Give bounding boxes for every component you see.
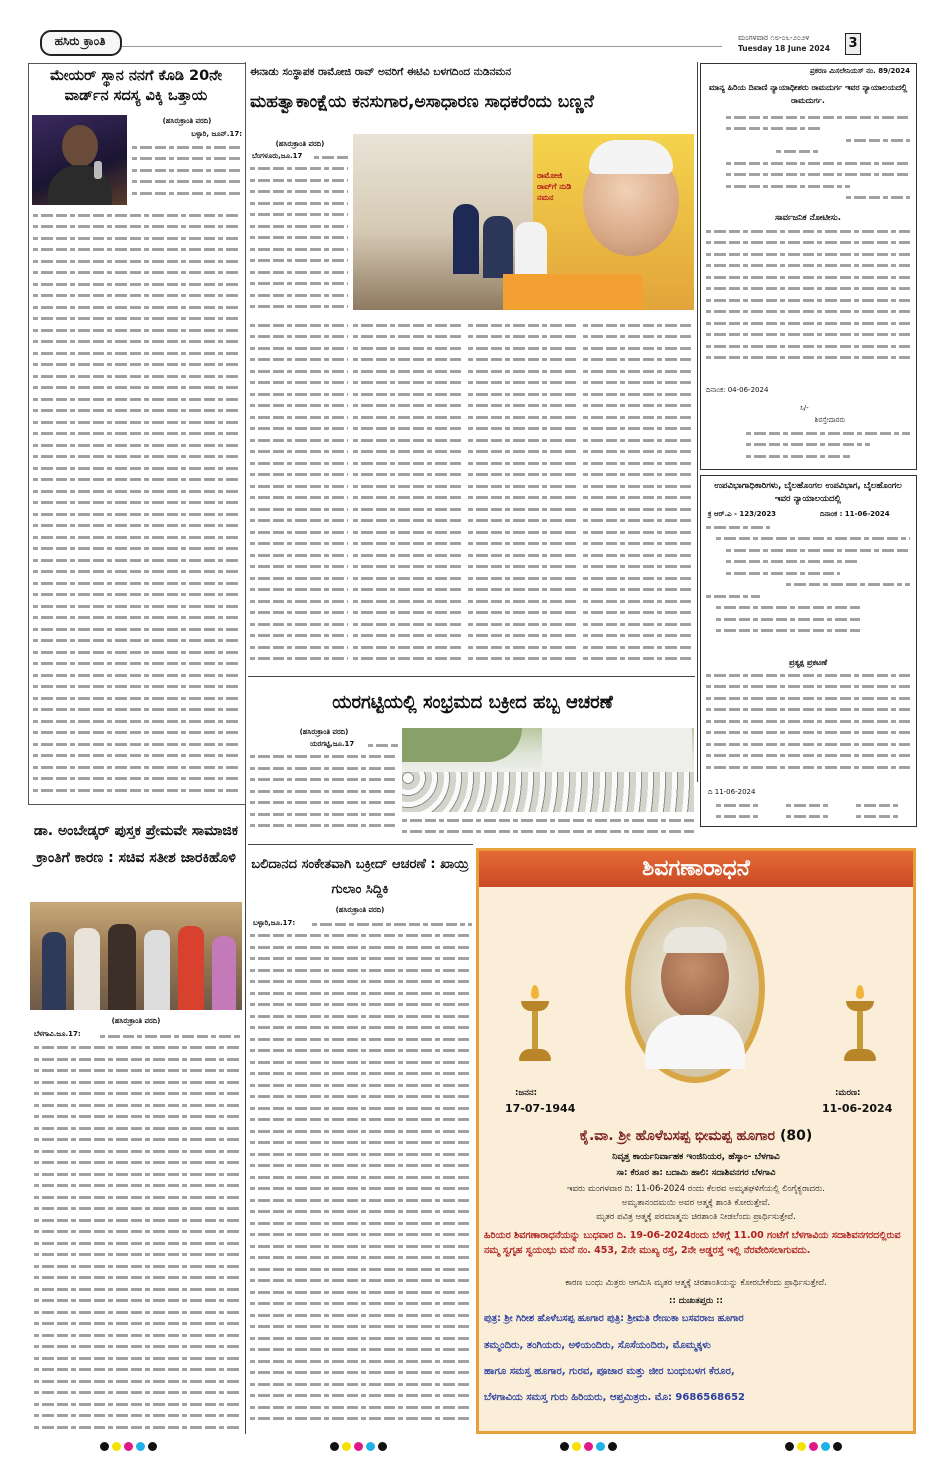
- notice1-title: ಸಾರ್ವಜನಿಕ ನೋಟೀಸು.: [775, 213, 841, 223]
- section-divider: [248, 676, 695, 677]
- obit-para1: ಇವರು ಮಂಗಳವಾರ ದಿ: 11-06-2024 ರಂದು ಕೆಲರವ ಅಮೃತಘಳಿಗೆಯಲ್ಲಿ ಲಿಂಗೈಕ್ಯರಾದರು.: [567, 1184, 825, 1194]
- mayor-body-cont: [33, 210, 241, 800]
- notice2-court: ಉಪವಿಭಾಗಾಧಿಕಾರಿಗಳು, ಬೈಲಹೊಂಗಲ ಉಪವಿಭಾಗ, ಬೈಲಹೊಂಗಲ ಇವರ ನ್ಯಾಯಾಲಯದಲ್ಲಿ: [714, 481, 902, 504]
- tree: [402, 728, 522, 762]
- ramoji-headline: ಮಹತ್ವಾಕಾಂಕ್ಷೆಯ ಕನಸುಗಾರ,ಅಸಾಧಾರಣ ಸಾಧಕರೆಂದು ಬಣ್ಣನೆ: [250, 92, 594, 112]
- mayor-place: ಬಳ್ಳಾರಿ, ಜೂನ್.17:: [191, 130, 242, 138]
- person-figure: [42, 932, 66, 1010]
- ramoji-kicker: ಈನಾಡು ಸಂಸ್ಥಾಪಕ ರಾಮೋಜಿ ರಾವ್ ಅವರಿಗೆ ಈಟಿವಿ ಬಳಗದಿಂದ ನುಡಿನಮನ: [250, 66, 512, 78]
- section-divider: [248, 844, 473, 845]
- ambedkar-place: ಬೆಳಗಾವಿ.ಜೂ.17:: [34, 1030, 81, 1038]
- obit-name: [480, 1128, 912, 1144]
- oil-lamp-icon: [840, 985, 880, 1065]
- notice2-parties: [706, 522, 910, 642]
- microphone-icon: [94, 161, 102, 179]
- obit-age: (80): [779, 1128, 813, 1144]
- masthead-date-kn: ಮಂಗಳವಾರ ೧೮-೦೬-೨೦೨೪: [738, 33, 810, 42]
- siddiqui-headline: ಬಲಿದಾನದ ಸಂಕೇತವಾಗಿ ಬಕ್ರೀದ್ ಆಚರಣೆ : ಖಾಯ್ರಿ ಗುಲಾಂ ಸಿದ್ದಿಕಿ: [251, 857, 469, 897]
- portrait-hair: [663, 927, 727, 953]
- paper-name: ಹಸಿರು ಕ್ರಾಂತಿ: [54, 34, 106, 48]
- registration-marks: [785, 1442, 842, 1451]
- ramoji-body-col1: [250, 152, 348, 322]
- yaragatti-place: ಯರಗಟ್ಟಿ,ಜೂ.17: [310, 740, 355, 748]
- person-body-icon: [48, 165, 112, 205]
- notice1-text: [706, 226, 910, 366]
- person-figure: [483, 216, 513, 278]
- notice1-court: ಮಾನ್ಯ ಹಿರಿಯ ದಿವಾಣಿ ನ್ಯಾಯಾಧೀಶರು ರಾಮದುರ್ಗ ಇವರ ನ್ಯಾಯಾಲಯದಲ್ಲಿ ರಾಮದುರ್ಗ.: [708, 83, 908, 105]
- registration-marks: [560, 1442, 617, 1451]
- mayor-body: [132, 142, 242, 206]
- masthead-rule: [122, 46, 722, 47]
- banner-caption: ರಾಮೋಜಿ ರಾವ್‌ಗೆ ನುಡಿ ನಮನ: [537, 171, 572, 202]
- person-figure: [178, 926, 204, 1010]
- mayor-photo: [32, 115, 127, 205]
- portrait-hair: [589, 140, 673, 174]
- masthead-date-en: Tuesday 18 June 2024: [738, 44, 830, 53]
- obit-birth-label: :ಜನನ:: [515, 1088, 537, 1098]
- person-figure: [212, 936, 236, 1010]
- obit-death-label: :ಮರಣ:: [835, 1088, 861, 1098]
- ramoji-body-col3: [353, 320, 463, 668]
- obit-para2: ಅಮೃತಾನಂದಮಯಿ ಅವರ ಆತ್ಮಕ್ಕೆ ಶಾಂತಿ ಕೋರುತ್ತೇವೆ.: [621, 1198, 771, 1208]
- ramoji-body-col4: [468, 320, 578, 668]
- obituary-title: ಶಿವಗಣಾರಾಧನೆ: [642, 856, 750, 881]
- portrait-shirt: [645, 1015, 745, 1069]
- person-figure: [74, 928, 100, 1010]
- obit-ceremony: ಹಿರಿಯರ ಶಿವಗಣಾರಾಧನೆಯನ್ನು ಬುಧವಾರ ದಿ. 19-06-2024ರಂದು ಬೆಳಿಗ್ಗೆ 11.00 ಗಂಟೆಗೆ ಬೆಳಗಾವಿಯ ಸದಾಶಿವನಗರದಲ್ಲಿರುವ ನಮ್ಮ ಸ್ವಗೃಹ ಸ್ವಯಂಭು ಮನೆ ನಂ. 453, 2ನೇ ಮುಖ್ಯ ರಸ್ತೆ, 2ನೇ ಅಡ್ಡರಸ್ತೆ ಇಲ್ಲಿ ನೆರವೇರಿಸಲಾಗುವದು.: [484, 1230, 901, 1256]
- siddiqui-place: ಬಳ್ಳಾರಿ,ಜೂ.17:: [253, 919, 296, 927]
- notice1-signer: ಸಿ/-: [800, 404, 809, 412]
- siddiqui-body-col1: [250, 919, 472, 1434]
- person-silhouette-icon: [62, 125, 98, 167]
- notice2-title: ಪ್ರತ್ಯಕ್ಷ ಪ್ರಕಟಣೆ: [788, 658, 828, 667]
- mayor-dateline: (ಹಸಿರುಕ್ರಾಂತಿ ವರದಿ): [162, 117, 212, 125]
- yaragatti-body: [250, 740, 398, 832]
- oil-lamp-icon: [515, 985, 555, 1065]
- notice2-case-no: ಕ್ರ ಆರ್.ಎ - 123/2023: [708, 510, 777, 518]
- obit-birth-date: 17-07-1944: [505, 1102, 576, 1115]
- obit-native: ಸಾ: ಕೆರೂರ ತಾ: ಬದಾಮಿ ಹಾಲಿ: ಸದಾಶಿವನಗರ ಬೆಳಗಾವಿ: [616, 1168, 776, 1178]
- mayor-headline: ಮೇಯರ್ ಸ್ಥಾನ ನನಗೆ ಕೊಡಿ 20ನೇ ವಾರ್ಡ್‌ನ ಸದಸ್ಯ ವಿಕ್ಕಿ ಒತ್ತಾಯ: [49, 68, 222, 104]
- yaragatti-dateline: (ಹಸಿರುಕ್ರಾಂತಿ ವರದಿ): [299, 728, 349, 736]
- crowd: [402, 772, 694, 812]
- mosque-wall: [542, 728, 692, 776]
- obit-mourners: ಪುತ್ರ: ಶ್ರೀ ಗಿರೀಶ ಹೊಳೆಬಸಪ್ಪ ಹೂಗಾರ ಪುತ್ರಿ: ಶ್ರೀಮತಿ ರೇಣುಕಾ ಬಸವರಾಜ ಹೂಗಾರ: [484, 1313, 744, 1324]
- registration-marks: [330, 1442, 387, 1451]
- ambedkar-headline: ಡಾ. ಅಂಬೇಡ್ಕರ್ ಪುಸ್ತಕ ಪ್ರೇಮವೇ ಸಾಮಾಜಿಕ ಕ್ರಾಂತಿಗೆ ಕಾರಣ : ಸಚಿವ ಸತೀಶ ಜಾರಕಿಹೊಳಿ: [33, 823, 239, 866]
- person-figure: [515, 222, 547, 278]
- obit-invite: ಕಾರಣ ಬಂಧು ಮಿತ್ರರು ಆಗಮಿಸಿ ಮೃತರ ಆತ್ಮಕ್ಕೆ ಚಿರಶಾಂತಿಯನ್ನು ಕೋರಬೇಕೆಂದು ಪ್ರಾರ್ಥಿಸುತ್ತೇವೆ.: [565, 1278, 827, 1288]
- ambedkar-body: [34, 1031, 240, 1443]
- obit-death-date: 11-06-2024: [822, 1102, 893, 1115]
- notice2-signatures: [706, 800, 910, 822]
- yaragatti-headline: ಯರಗಟ್ಟಿಯಲ್ಲಿ ಸಂಭ್ರಮದ ಬಕ್ರೀದ ಹಬ್ಬ ಆಚರಣೆ: [332, 692, 613, 713]
- obit-designation: ನಿವೃತ್ತ ಕಾರ್ಯನಿರ್ವಾಹಕ ಇಂಜಿನಿಯರ, ಹೆಸ್ಕಾಂ- ಬೆಳಗಾವಿ: [612, 1152, 780, 1162]
- ambedkar-dateline: (ಹಸಿರುಕ್ರಾಂತಿ ವರದಿ): [111, 1017, 161, 1025]
- obit-para3: ಮೃತರ ಪವಿತ್ರ ಆತ್ಮಕ್ಕೆ ಪರಮಾತ್ಮನು ಚಿರಶಾಂತಿ ನೀಡಲೆಂದು ಪ್ರಾರ್ಥಿಸುತ್ತೇವೆ.: [596, 1212, 796, 1222]
- notice1-body: [706, 112, 910, 212]
- notice1-date: ದಿನಾಂಕ: 04-06-2024: [706, 386, 769, 394]
- person-figure: [108, 924, 136, 1010]
- ramoji-body-col5: [583, 320, 694, 668]
- obit-name-text: ಕೈ.ವಾ. ಶ್ರೀ ಹೊಳೆಬಸಪ್ಪ ಭೀಮಪ್ಪ ಹೂಗಾರ: [579, 1128, 776, 1144]
- notice2-text: [706, 670, 910, 786]
- flower-table: [503, 274, 643, 310]
- notice2-case-date: ದಿನಾಂಕ : 11-06-2024: [820, 510, 890, 518]
- siddiqui-dateline: (ಹಸಿರುಕ್ರಾಂತಿ ವರದಿ): [335, 906, 385, 914]
- notice1-signer-role: ಶಿರಸ್ತೇದಾರರು: [814, 416, 846, 424]
- person-figure: [453, 204, 479, 274]
- ramoji-place: ಬೆಂಗಳೂರು,ಜೂ.17: [252, 152, 303, 160]
- ramoji-body-col2: [250, 320, 348, 668]
- ambedkar-photo: [30, 902, 242, 1010]
- ramoji-tribute-photo: [353, 134, 694, 310]
- yaragatti-body-cont: [402, 815, 694, 839]
- bakrid-prayer-photo: [402, 728, 694, 812]
- obit-contact: ಬೆಳಗಾವಿಯ ಸಮಸ್ತ ಗುರು ಹಿರಿಯರು, ಆಪ್ತಮಿತ್ರರು. ಮೊ: 9686568652: [484, 1392, 746, 1403]
- obit-community: ಹಾಗೂ ಸಮಸ್ತ ಹೂಗಾರ, ಗುರವ, ಪೂಜಾರ ಮತ್ತು ಜೀರ ಬಂಧುಬಳಗ ಕೆರೂರ,: [484, 1366, 735, 1377]
- obituary-portrait-frame: [625, 893, 765, 1083]
- ramoji-dateline: (ಹಸಿರುಕ್ರಾಂತಿ ವರದಿ): [275, 140, 325, 148]
- notice1-case-no: ಪ್ರಕರಣ ಮಿಸಲೇನಿಯಸ್ ನಂ. 89/2024: [810, 67, 910, 75]
- page-number: 3: [845, 33, 861, 55]
- notice1-footer: [706, 428, 910, 464]
- obit-mourners-label: :: ದುಃಖತಪ್ತರು ::: [669, 1296, 723, 1306]
- person-figure: [144, 930, 170, 1010]
- obit-relatives: ತಮ್ಮಂದಿರು, ತಂಗಿಯರು, ಅಳಿಯಂದಿರು, ಸೊಸೆಯಂದಿರು, ಮೊಮ್ಮಕ್ಕಳು: [484, 1340, 711, 1351]
- masthead: [0, 0, 945, 60]
- column-rule: [697, 62, 698, 782]
- notice2-date: ದಿ 11-06-2024: [708, 788, 756, 796]
- registration-marks: [100, 1442, 157, 1451]
